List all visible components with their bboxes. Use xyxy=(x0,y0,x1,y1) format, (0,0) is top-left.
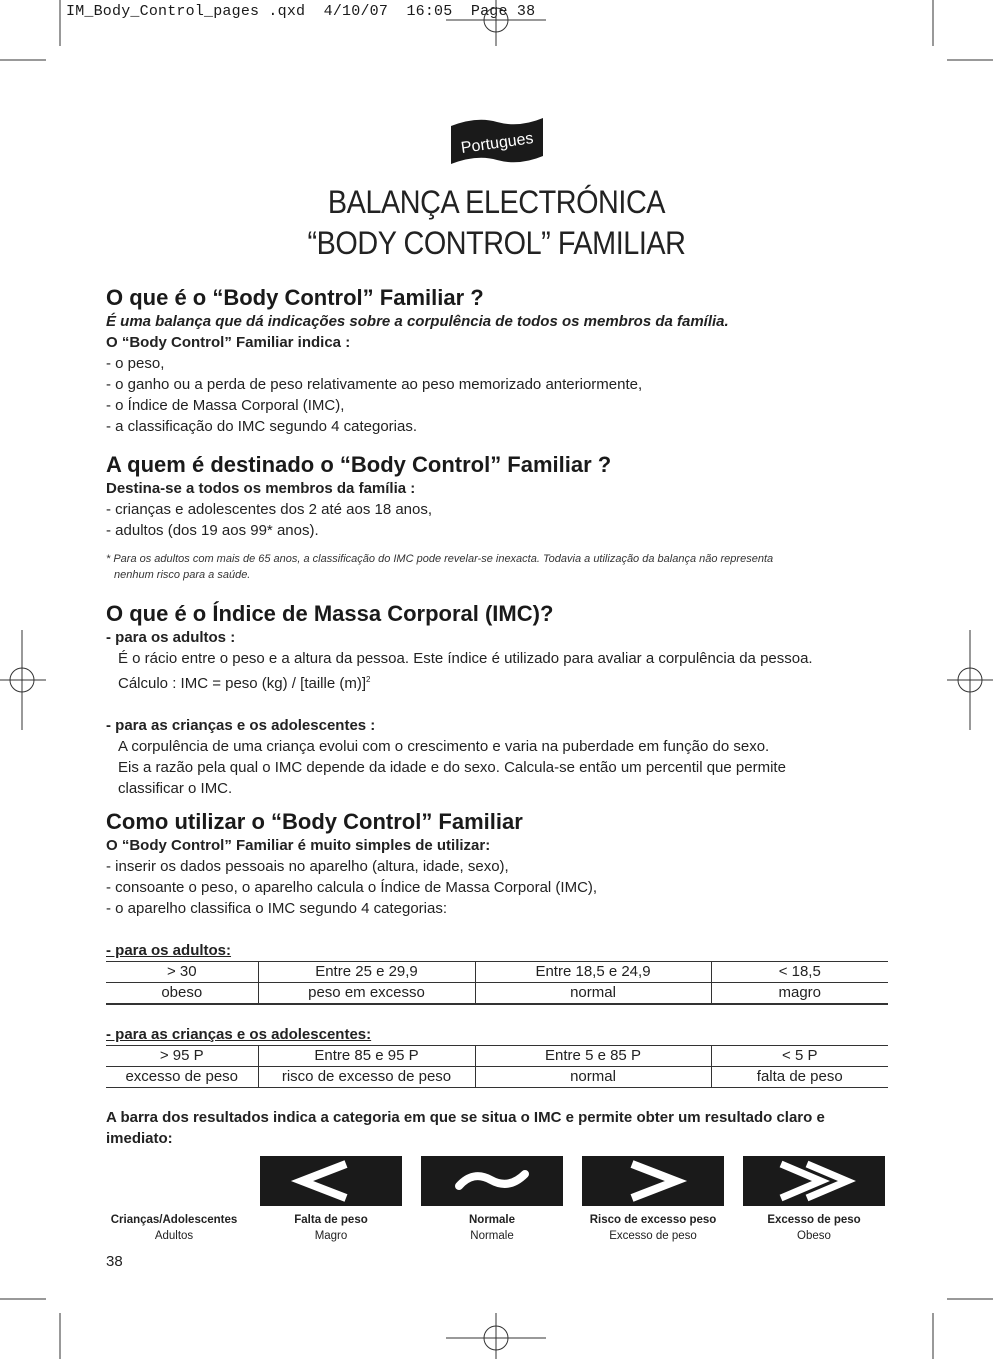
table-cell: > 30 xyxy=(106,962,258,983)
list-item: - o peso, xyxy=(106,355,165,372)
section-heading: A quem é destinado o “Body Control” Familiar ? xyxy=(106,452,612,477)
list-item: - consoante o peso, o aparelho calcula o Índice de Massa Corporal (IMC), xyxy=(106,879,598,896)
section-how-to-use xyxy=(106,809,888,919)
list-item: - o ganho ou a perda de peso relativamente ao peso memorizado anteriormente, xyxy=(106,376,643,393)
tilde-icon xyxy=(421,1156,563,1206)
caption-line1: Normale xyxy=(468,1214,516,1226)
footnote: nenhum risco para a saúde. xyxy=(114,569,251,581)
table-cell: Entre 25 e 29,9 xyxy=(258,962,475,983)
section-heading: O que é o Índice de Massa Corporal (IMC)? xyxy=(106,601,554,626)
language-flag-badge xyxy=(447,112,547,172)
adults-table-block xyxy=(106,940,888,1005)
section-lead: O “Body Control” Familiar é muito simples de utilizar: xyxy=(106,837,491,854)
paragraph: imediato: xyxy=(106,1130,173,1147)
greater-than-icon xyxy=(582,1156,724,1206)
table-row xyxy=(106,1067,888,1088)
formula-text: Cálculo : IMC = peso (kg) / [taille (m)] xyxy=(118,675,366,692)
table-cell: obeso xyxy=(106,983,258,1005)
section-heading: Como utilizar o “Body Control” Familiar xyxy=(106,809,523,834)
result-bar-description xyxy=(106,1107,888,1149)
table-cell: risco de excesso de peso xyxy=(258,1067,475,1088)
kids-table xyxy=(106,1045,888,1088)
list-item: - inserir os dados pessoais no aparelho (altura, idade, sexo), xyxy=(106,858,509,875)
section-imc xyxy=(106,601,888,799)
paragraph: Eis a razão pela qual o IMC depende da idade e do sexo. Calcula-se então um percentil que permite xyxy=(118,759,786,776)
section-intro: É uma balança que dá indicações sobre a corpulência de todos os membros da família. xyxy=(106,313,729,330)
print-slug: IM_Body_Control_pages .qxd 4/10/07 16:05 Page 38 xyxy=(66,3,536,20)
table-cell: < 18,5 xyxy=(711,962,888,983)
caption-line2: Obeso xyxy=(797,1230,831,1242)
category-caption xyxy=(251,1212,411,1244)
page-title-line2: “BODY CONTROL” FAMILIAR xyxy=(307,225,686,261)
section-lead: Destina-se a todos os membros da família : xyxy=(106,480,416,497)
table-cell: normal xyxy=(475,983,711,1005)
caption-line2: Magro xyxy=(314,1230,348,1242)
paragraph: A corpulência de uma criança evolui com o crescimento e varia na puberdade em função do sexo. xyxy=(118,738,770,755)
table-cell: normal xyxy=(475,1067,711,1088)
legend-caption xyxy=(94,1212,254,1244)
table-row xyxy=(106,983,888,1005)
table-cell: peso em excesso xyxy=(258,983,475,1005)
table-cell: Entre 85 e 95 P xyxy=(258,1046,475,1067)
caption-line1: Falta de peso xyxy=(294,1214,368,1226)
footnote: * Para os adultos com mais de 65 anos, a classificação do IMC pode revelar-se inexacta. Todavia a utilização da balança não representa xyxy=(106,553,774,565)
table-row xyxy=(106,1046,888,1067)
list-item: - o aparelho classifica o IMC segundo 4 categorias: xyxy=(106,900,448,917)
caption-line2: Excesso de peso xyxy=(609,1230,697,1242)
page-number: 38 xyxy=(106,1253,123,1270)
table-cell: excesso de peso xyxy=(106,1067,258,1088)
table-cell: Entre 18,5 e 24,9 xyxy=(475,962,711,983)
formula xyxy=(106,669,888,694)
section-lead: O “Body Control” Familiar indica : xyxy=(106,334,351,351)
list-item: - o Índice de Massa Corporal (IMC), xyxy=(106,397,345,414)
language-badge-text: Portugues xyxy=(459,129,535,157)
section-who-for xyxy=(106,452,888,583)
paragraph: A barra dos resultados indica a categoria em que se situa o IMC e permite obter um resultado claro e xyxy=(106,1109,825,1126)
adults-table xyxy=(106,961,888,1005)
less-than-icon xyxy=(260,1156,402,1206)
caption-line2: Normale xyxy=(470,1230,514,1242)
table-cell: magro xyxy=(711,983,888,1005)
legend-line2: Adultos xyxy=(154,1230,194,1242)
double-greater-than-icon xyxy=(743,1156,885,1206)
table-cell: falta de peso xyxy=(711,1067,888,1088)
list-item: - a classificação do IMC segundo 4 categorias. xyxy=(106,418,417,435)
list-item: - adultos (dos 19 aos 99* anos). xyxy=(106,522,319,539)
formula-exponent: 2 xyxy=(365,675,371,684)
table-label: - para as crianças e os adolescentes: xyxy=(106,1026,372,1043)
table-cell: < 5 P xyxy=(711,1046,888,1067)
category-caption xyxy=(412,1212,572,1244)
category-caption xyxy=(734,1212,894,1244)
kids-table-block xyxy=(106,1024,888,1088)
caption-line1: Excesso de peso xyxy=(767,1214,861,1226)
table-cell: Entre 5 e 85 P xyxy=(475,1046,711,1067)
paragraph: É o rácio entre o peso e a altura da pessoa. Este índice é utilizado para avaliar a corpulência da pessoa. xyxy=(118,650,813,667)
subsection-label: - para os adultos : xyxy=(106,629,236,646)
table-cell: > 95 P xyxy=(106,1046,258,1067)
section-what-is xyxy=(106,285,888,437)
section-heading: O que é o “Body Control” Familiar ? xyxy=(106,285,484,310)
table-row xyxy=(106,962,888,983)
caption-line1: Risco de excesso peso xyxy=(589,1214,717,1226)
page-title-line1: BALANÇA ELECTRÓNICA xyxy=(327,184,666,220)
list-item: - crianças e adolescentes dos 2 até aos 18 anos, xyxy=(106,501,433,518)
subsection-label: - para as crianças e os adolescentes : xyxy=(106,717,376,734)
table-label: - para os adultos: xyxy=(106,942,232,959)
paragraph: classificar o IMC. xyxy=(118,780,233,797)
category-caption xyxy=(573,1212,733,1244)
legend-line1: Crianças/Adolescentes xyxy=(110,1214,238,1226)
